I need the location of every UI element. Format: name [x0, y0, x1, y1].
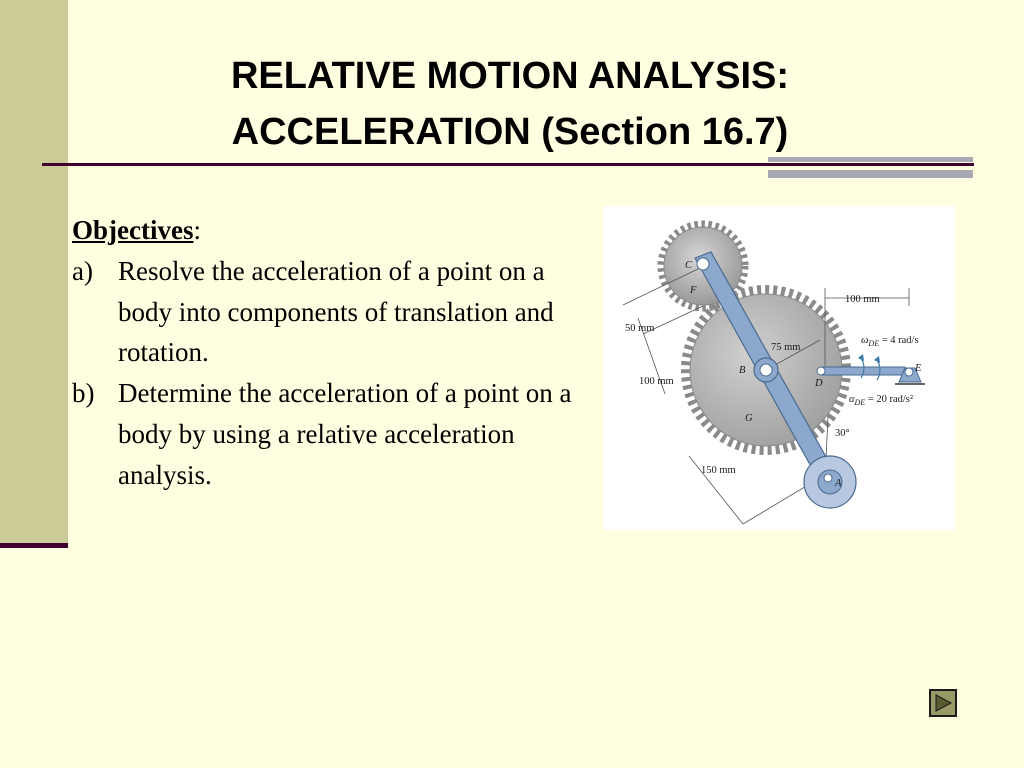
label-point-g: G	[745, 413, 753, 424]
objective-text-a: Resolve the acceleration of a point on a body into components of translation and rotation.	[118, 255, 554, 368]
objectives-colon: :	[193, 215, 201, 245]
left-decor-line	[0, 543, 68, 548]
objectives-block	[72, 210, 572, 496]
next-slide-button[interactable]	[929, 689, 957, 717]
label-point-b: B	[739, 365, 746, 376]
label-dim-75: 75 mm	[771, 342, 801, 353]
label-point-e: E	[915, 363, 922, 374]
objective-marker-a: a)	[72, 255, 93, 286]
objectives-heading: Objectives	[72, 215, 194, 245]
objectives-heading-row	[72, 210, 572, 251]
label-angle-30: 30°	[835, 428, 850, 439]
label-omega-de: $\omega_{DE} = 4$ rad/s	[861, 335, 919, 348]
objective-item-b	[72, 373, 572, 495]
objective-item-a	[72, 251, 572, 373]
slide-title	[100, 48, 920, 160]
title-line-2: ACCELERATION (Section 16.7)	[231, 111, 789, 153]
label-point-d: D	[815, 378, 823, 389]
label-dim-100-top: 100 mm	[845, 294, 880, 305]
label-alpha-de: $\alpha_{DE} = 20$ rad/s²	[849, 394, 914, 407]
label-point-f: F	[690, 285, 697, 296]
objective-text-b: Determine the acceleration of a point on a body by using a relative acceleration analysis.	[118, 378, 572, 490]
label-dim-50: 50 mm	[625, 323, 655, 334]
title-rule	[42, 163, 974, 166]
title-line-1: RELATIVE MOTION ANALYSIS:	[230, 55, 790, 97]
play-right-icon	[931, 691, 955, 715]
label-dim-150: 150 mm	[701, 465, 736, 476]
label-point-c: C	[685, 260, 693, 271]
gray-band-lower	[768, 170, 973, 178]
gear-linkage-figure	[603, 206, 955, 530]
objective-marker-b: b)	[72, 378, 95, 409]
label-point-a: A	[835, 478, 842, 489]
left-decor-bar	[0, 0, 68, 545]
label-dim-100-left: 100 mm	[639, 376, 674, 387]
